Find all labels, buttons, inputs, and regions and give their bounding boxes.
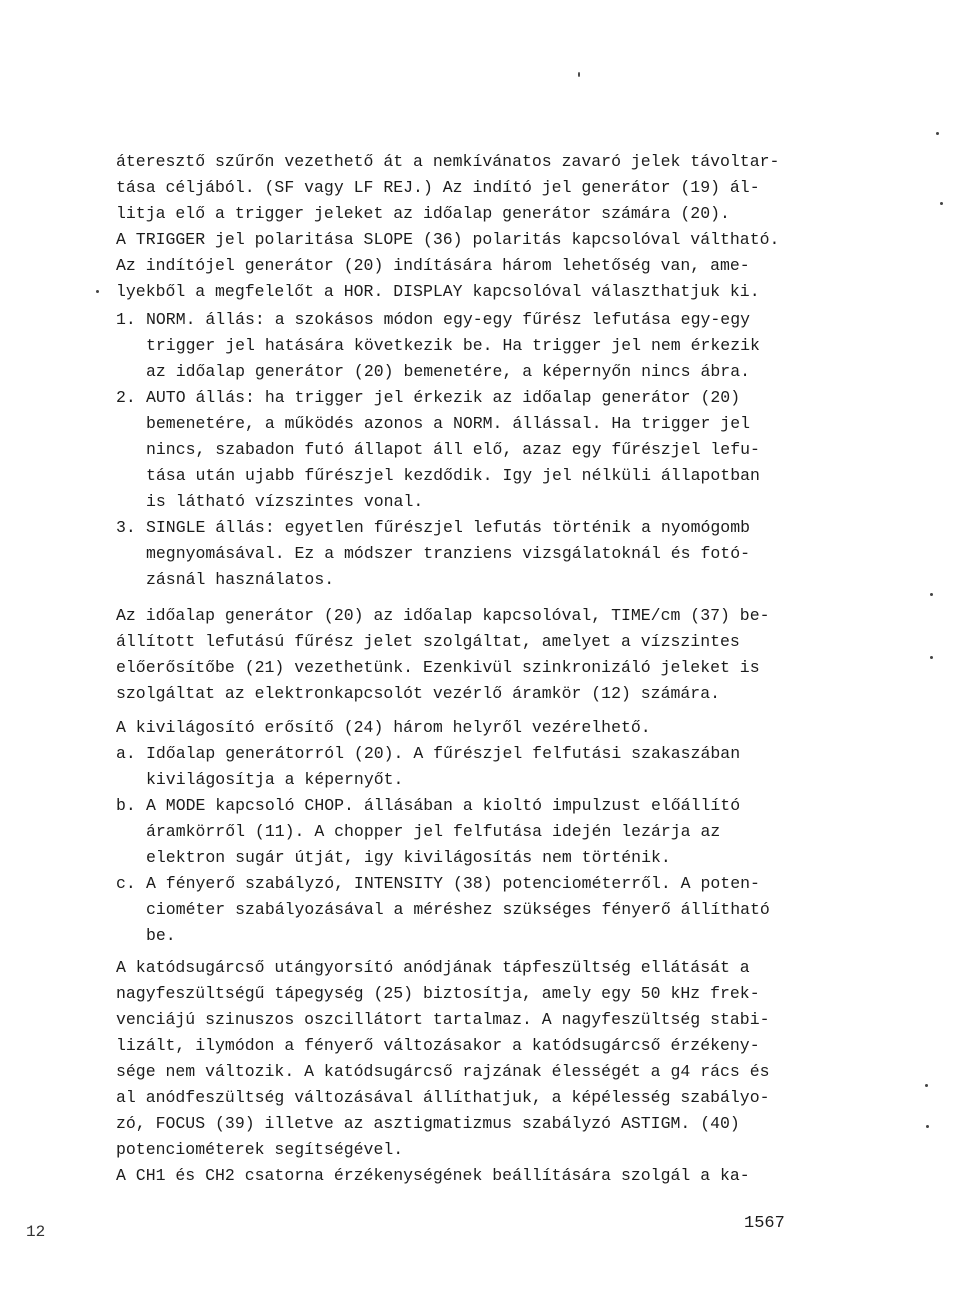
text-line: sége nem változik. A katódsugárcső rajzának élességét a g4 rács és [116,1062,770,1081]
list-item-line: megnyomásával. Ez a módszer tranziens vizsgálatoknál és fotó- [146,544,750,563]
text-line: A kivilágosító erősítő (24) három helyről vezérelhető. [116,718,651,737]
page-number-left: 12 [26,1223,46,1241]
list-item-line: be. [146,926,176,945]
list-item-line: trigger jel hatására következik be. Ha trigger jel nem érkezik [146,336,760,355]
text-line: A katódsugárcső utángyorsító anódjának tápfeszültség ellátását a [116,958,750,977]
list-item-line: A fényerő szabályzó, INTENSITY (38) potenciométerről. A poten- [146,874,760,893]
list-item-line: az időalap generátor (20) bemenetére, a képernyőn nincs ábra. [146,362,750,381]
list-letter: a. [116,744,136,763]
text-line: szolgáltat az elektronkapcsolót vezérlő áramkör (12) számára. [116,684,720,703]
list-letter: b. [116,796,136,815]
text-line: zó, FOCUS (39) illetve az asztigmatizmus szabályzó ASTIGM. (40) [116,1114,740,1133]
text-line: al anódfeszültség változásával állíthatjuk, a képélesség szabályo- [116,1088,770,1107]
text-line: potenciométerek segítségével. [116,1140,404,1159]
text-line: Az indítójel generátor (20) indítására három lehetőség van, ame- [116,256,750,275]
scan-speck [930,656,933,659]
text-line: lizált, ilymódon a fényerő változásakor a katódsugárcső érzékeny- [116,1036,760,1055]
text-line: nagyfeszültségű tápegység (25) biztosítja, amely egy 50 kHz frek- [116,984,760,1003]
scan-speck [930,593,933,596]
scan-speck [578,72,580,77]
list-item-line: Időalap generátorról (20). A fűrészjel felfutási szakaszában [146,744,741,763]
scan-speck [925,1084,928,1087]
text-line: venciájú szinuszos oszcillátort tartalmaz. A nagyfeszültség stabi- [116,1010,770,1029]
list-letter: c. [116,874,136,893]
text-line: előerősítőbe (21) vezethetünk. Ezenkivül szinkronizáló jeleket is [116,658,760,677]
list-item-line: ciométer szabályozásával a méréshez szükséges fényerő állítható [146,900,770,919]
list-item-line: SINGLE állás: egyetlen fűrészjel lefutás történik a nyomógomb [146,518,750,537]
list-item-line: elektron sugár útját, igy kivilágosítás nem történik. [146,848,671,867]
list-item-line: bemenetére, a működés azonos a NORM. állással. Ha trigger jel [146,414,750,433]
list-item-line: kivilágosítja a képernyőt. [146,770,404,789]
text-line: állított lefutású fűrész jelet szolgáltat, amelyet a vízszintes [116,632,740,651]
text-line: Az időalap generátor (20) az időalap kapcsolóval, TIME/cm (37) be- [116,606,770,625]
text-line: lyekből a megfelelőt a HOR. DISPLAY kapcsolóval választhatjuk ki. [116,282,760,301]
scan-speck [940,202,943,205]
scan-speck [936,132,939,135]
list-item-line: NORM. állás: a szokásos módon egy-egy fűrész lefutása egy-egy [146,310,750,329]
list-item-line: nincs, szabadon futó állapot áll elő, azaz egy fűrészjel lefu- [146,440,760,459]
list-item-line: is látható vízszintes vonal. [146,492,424,511]
list-item-line: tása után ujabb fűrészjel kezdődik. Igy jel nélküli állapotban [146,466,760,485]
scan-speck [96,290,99,293]
list-number: 1. [116,310,136,329]
list-item-line: zásnál használatos. [146,570,335,589]
scan-speck [926,1125,929,1128]
list-item-line: AUTO állás: ha trigger jel érkezik az időalap generátor (20) [146,388,741,407]
list-number: 2. [116,388,136,407]
text-line: A TRIGGER jel polaritása SLOPE (36) polaritás kapcsolóval váltható. [116,230,780,249]
page-number-right: 1567 [744,1214,785,1233]
list-item-line: áramkörről (11). A chopper jel felfutása idején lezárja az [146,822,721,841]
list-item-line: A MODE kapcsoló CHOP. állásában a kioltó impulzust előállító [146,796,741,815]
text-line: litja elő a trigger jeleket az időalap generátor számára (20). [116,204,730,223]
text-line: áteresztő szűrőn vezethető át a nemkívánatos zavaró jelek távoltar- [116,152,780,171]
text-line: tása céljából. (SF vagy LF REJ.) Az indító jel generátor (19) ál- [116,178,760,197]
text-line: A CH1 és CH2 csatorna érzékenységének beállítására szolgál a ka- [116,1166,750,1185]
list-number: 3. [116,518,136,537]
